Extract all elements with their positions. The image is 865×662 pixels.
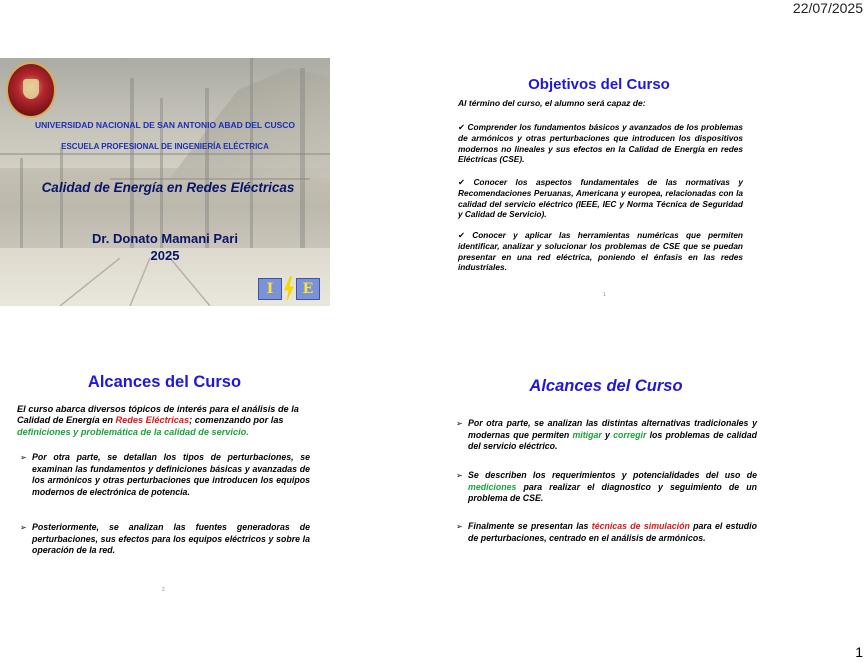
slide-number: 1 xyxy=(603,292,606,298)
author-block xyxy=(40,230,290,264)
course-year: 2025 xyxy=(150,248,180,263)
slide-intro xyxy=(17,404,312,438)
highlight-green: corregir xyxy=(613,429,647,440)
scope-item xyxy=(456,470,757,505)
check-icon: ✔ xyxy=(458,230,465,240)
scope-item xyxy=(456,418,757,453)
arrow-bullet-icon: ➢ xyxy=(456,471,463,480)
check-icon: ✔ xyxy=(458,122,465,132)
slide-heading: Alcances del Curso xyxy=(87,373,242,391)
objective-text: Conocer y aplicar las herramientas numéricas que permiten identificar, analizar y solucionar los problemas de CSE que se puedan presentar en una red eléctrica, poniendo el énfasis en las redes industriales. xyxy=(458,230,743,273)
university-seal-logo xyxy=(6,62,56,118)
slide-alcances-2 xyxy=(455,372,757,572)
slide-intro: Al término del curso, el alumno será capaz de: xyxy=(458,98,646,108)
intro-text: ; comenzando por las xyxy=(189,415,284,426)
page-number: 1 xyxy=(855,644,863,660)
slide-heading: Alcances del Curso xyxy=(529,377,683,395)
author-name: Dr. Donato Mamani Pari xyxy=(92,231,238,246)
slide-title xyxy=(0,58,330,306)
objective-item xyxy=(458,230,743,273)
scope-text: y xyxy=(601,429,614,440)
scope-text: Por otra parte, se detallan los tipos de perturbaciones, se examinan las fundamentos y definiciones básicas y avanzadas de los armónicos y otras perturbaciones que introducen los equipos modernos de electrónica de potencia. xyxy=(32,452,310,497)
intro-highlight-green: definiciones y problemática de la calidad de servicio. xyxy=(17,426,249,437)
school-name: ESCUELA PROFESIONAL DE INGENIERÍA ELÉCTRICA xyxy=(61,142,269,151)
scope-item xyxy=(20,452,310,498)
scope-text: para el estudio de perturbaciones, centrado en el análisis de armónicos. xyxy=(468,521,757,543)
slide-objetivos xyxy=(453,58,745,306)
scope-text: Posteriormente, se analizan las fuentes generadoras de perturbaciones, sus efectos para los equipos eléctricos y sobre la operación de la red. xyxy=(32,522,310,556)
seal-shield-icon xyxy=(23,79,39,99)
ie-logo xyxy=(258,276,320,302)
logo-letter-i: I xyxy=(258,278,282,300)
course-title: Calidad de Energía en Redes Eléctricas xyxy=(41,180,295,195)
objective-text: Conocer los aspectos fundamentales de las normativas y Recomendaciones Peruanas, Americana y europea, relacionadas con la calidad del servicio eléctrico (IEEE, IEC y Norma Técnica de Seguridad y Calidad de Servicio). xyxy=(458,177,743,220)
scope-text: Por otra parte, se analizan las distintas alternativas tradicionales y modernas que permiten xyxy=(468,418,757,440)
scope-item xyxy=(456,521,757,544)
print-date: 22/07/2025 xyxy=(792,0,863,16)
arrow-bullet-icon: ➢ xyxy=(456,419,463,428)
scope-item xyxy=(20,522,310,557)
arrow-bullet-icon: ➢ xyxy=(456,522,463,531)
slide-heading: Objetivos del Curso xyxy=(528,76,670,93)
objective-item xyxy=(458,122,743,165)
check-icon: ✔ xyxy=(458,177,465,187)
arrow-bullet-icon: ➢ xyxy=(20,523,27,532)
scope-text: los problemas de calidad del servicio eléctrico. xyxy=(468,429,757,452)
objective-text: Comprender los fundamentos básicos y avanzados de los problemas de armónicos y otras perturbaciones que introducen los dispositivos modernos no lineales y sus efectos en la Calidad de Energía en redes Eléctricas (CSE). xyxy=(458,122,743,165)
logo-letter-e: E xyxy=(296,278,320,300)
highlight-red: técnicas de simulación xyxy=(591,521,690,531)
scope-text: para realizar el diagnostico y seguimiento de un problema de CSE. xyxy=(468,481,757,504)
objective-item xyxy=(458,177,743,220)
slide-number: 2 xyxy=(162,587,165,593)
university-name: UNIVERSIDAD NACIONAL DE SAN ANTONIO ABAD DEL CUSCO xyxy=(34,120,296,130)
slide-alcances-1 xyxy=(12,370,312,600)
arrow-bullet-icon: ➢ xyxy=(20,453,27,462)
highlight-green: mediciones xyxy=(468,481,517,492)
highlight-green: mitigar xyxy=(572,429,602,440)
intro-highlight-red: Redes Eléctricas xyxy=(115,415,190,426)
scope-text: Finalmente se presentan las xyxy=(468,521,592,531)
scope-text: Se describen los requerimientos y potencialidades del uso de xyxy=(468,470,757,480)
lightning-bolt-icon xyxy=(284,276,294,302)
intro-text: El curso abarca diversos tópicos de interés para el análisis de la Calidad de Energía en xyxy=(17,404,299,426)
